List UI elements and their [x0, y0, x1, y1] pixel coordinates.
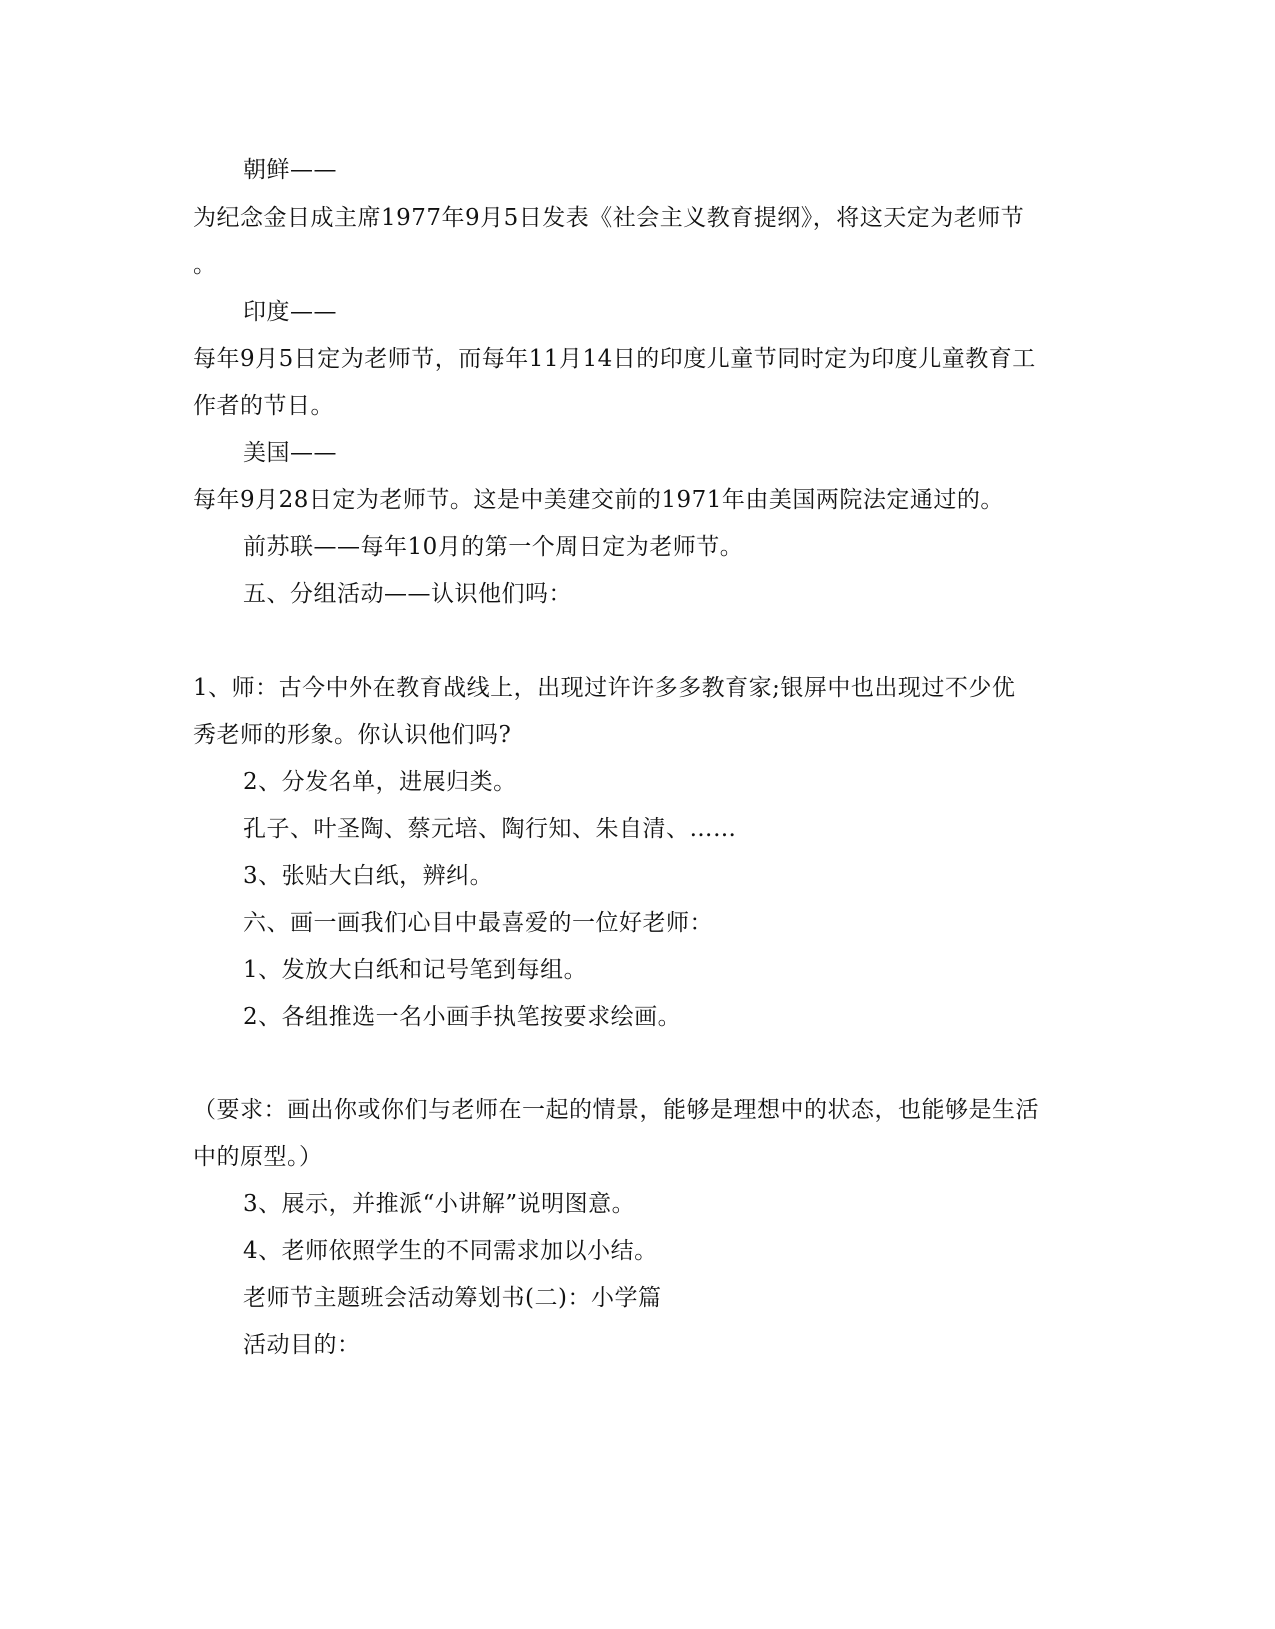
paragraph-india-heading: 印度——	[243, 299, 337, 325]
paragraph-north-korea-text: 为纪念金日成主席1977年9月5日发表《社会主义教育提纲》，将这天定为老师节	[193, 205, 1025, 231]
paragraph-india-text: 每年9月5日定为老师节，而每年11月14日的印度儿童节同时定为印度儿童教育工	[193, 346, 1036, 372]
educator-names: 孔子、叶圣陶、蔡元培、陶行知、朱自清、……	[243, 816, 737, 842]
step-3-text: 3、张贴大白纸，辨纠。	[243, 863, 494, 889]
paragraph-usa-text: 每年9月28日定为老师节。这是中美建交前的1971年由美国两院法定通过的。	[193, 487, 1004, 513]
activity-purpose-heading: 活动目的：	[243, 1332, 361, 1358]
step-1-text-end: 秀老师的形象。你认识他们吗?	[193, 722, 512, 748]
step-1-text: 1、师：古今中外在教育战线上，出现过许许多多教育家;银屏中也出现过不少优	[193, 675, 1016, 701]
section-six-heading: 六、画一画我们心目中最喜爱的一位好老师：	[243, 910, 713, 936]
draw-step-1: 1、发放大白纸和记号笔到每组。	[243, 957, 588, 983]
draw-requirements: （要求：画出你或你们与老师在一起的情景，能够是理想中的状态，也能够是生活	[193, 1097, 1039, 1123]
draw-requirements-end: 中的原型。）	[193, 1144, 323, 1170]
paragraph-north-korea-text-end: 。	[193, 252, 217, 278]
step-2-text: 2、分发名单，进展归类。	[243, 769, 517, 795]
paragraph-soviet-union: 前苏联——每年10月的第一个周日定为老师节。	[243, 534, 744, 560]
draw-step-3: 3、展示，并推派“小讲解”说明图意。	[243, 1191, 636, 1217]
draw-step-4: 4、老师依照学生的不同需求加以小结。	[243, 1238, 658, 1264]
paragraph-india-text-end: 作者的节日。	[193, 393, 334, 419]
paragraph-north-korea-heading: 朝鲜——	[243, 157, 337, 183]
draw-step-2: 2、各组推选一名小画手执笔按要求绘画。	[243, 1004, 682, 1030]
paragraph-usa-heading: 美国——	[243, 440, 337, 466]
plan-two-title: 老师节主题班会活动筹划书(二)：小学篇	[243, 1285, 662, 1311]
section-five-heading: 五、分组活动——认识他们吗：	[243, 581, 572, 607]
